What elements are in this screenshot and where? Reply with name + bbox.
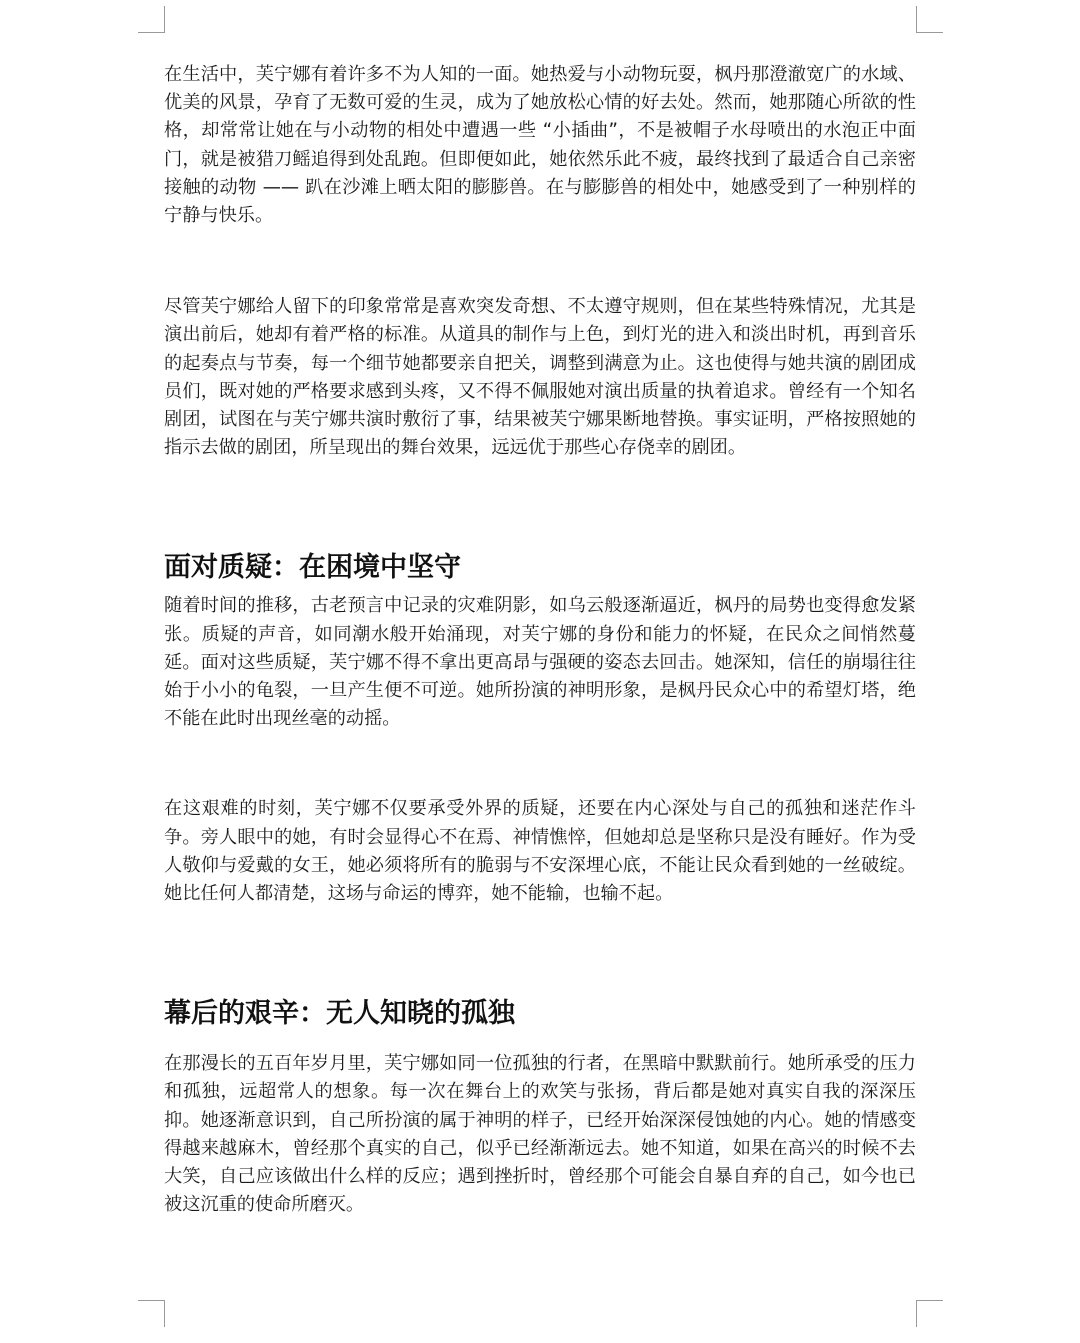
crop-mark-bottom-right [916,1300,943,1327]
crop-mark-bottom-left [138,1300,165,1327]
section-heading-facing-doubt: 面对质疑：在困境中坚守 [164,552,461,584]
paragraph-performance-standards: 尽管芙宁娜给人留下的印象常常是喜欢突发奇想、不太遵守规则，但在某些特殊情况，尤其是演出前后，她却有着严格的标准。从道具的制作与上色，到灯光的进入和淡出时机，再到音乐的起奏点与节奏，每一个细节她都要亲自把关，调整到满意为止。这也使得与她共演的剧团成员们，既对她的严格要求感到头疼，又不得不佩服她对演出质量的执着追求。曾经有一个知名剧团，试图在与芙宁娜共演时敷衍了事，结果被芙宁娜果断地替换。事实证明，严格按照她的指示去做的剧团，所呈现出的舞台效果，远远优于那些心存侥幸的剧团。 [164,296,916,459]
crop-mark-top-right [916,6,943,33]
crop-mark-top-left [138,6,165,33]
paragraph-daily-life: 在生活中，芙宁娜有着许多不为人知的一面。她热爱与小动物玩耍，枫丹那澄澈宽广的水域、优美的风景，孕育了无数可爱的生灵，成为了她放松心情的好去处。然而，她那随心所欲的性格，却常常让她在与小动物的相处中遭遇一些 “小插曲”，不是被帽子水母喷出的水泡正中面门，就是被猎刀鳐追得到处乱跑。但即便如此，她依然乐此不疲，最终找到了最适合自己亲密接触的动物 —— 趴在沙滩上晒太阳的膨膨兽。在与膨膨兽的相处中，她感受到了一种别样的宁静与快乐。 [164,64,916,227]
paragraph-inner-struggle: 在这艰难的时刻，芙宁娜不仅要承受外界的质疑，还要在内心深处与自己的孤独和迷茫作斗争。旁人眼中的她，有时会显得心不在焉、神情憔悴，但她却总是坚称只是没有睡好。作为受人敬仰与爱戴的女王，她必须将所有的脆弱与不安深埋心底，不能让民众看到她的一丝破绽。她比任何人都清楚，这场与命运的博弈，她不能输，也输不起。 [164,798,916,905]
section-heading-behind-scenes: 幕后的艰辛：无人知晓的孤独 [164,998,515,1030]
paragraph-five-hundred-years: 在那漫长的五百年岁月里，芙宁娜如同一位孤独的行者，在黑暗中默默前行。她所承受的压力和孤独，远超常人的想象。每一次在舞台上的欢笑与张扬，背后都是她对真实自我的深深压抑。她逐渐意识到，自己所扮演的属于神明的样子，已经开始深深侵蚀她的内心。她的情感变得越来越麻木，曾经那个真实的自己，似乎已经渐渐远去。她不知道，如果在高兴的时候不去大笑，自己应该做出什么样的反应；遇到挫折时，曾经那个可能会自暴自弃的自己，如今也已被这沉重的使命所磨灭。 [164,1053,916,1216]
paragraph-prophecy-doubts: 随着时间的推移，古老预言中记录的灾难阴影，如乌云般逐渐逼近，枫丹的局势也变得愈发紧张。质疑的声音，如同潮水般开始涌现，对芙宁娜的身份和能力的怀疑，在民众之间悄然蔓延。面对这些质疑，芙宁娜不得不拿出更高昂与强硬的姿态去回击。她深知，信任的崩塌往往始于小小的龟裂，一旦产生便不可逆。她所扮演的神明形象，是枫丹民众心中的希望灯塔，绝不能在此时出现丝毫的动摇。 [164,595,916,730]
document-body [164,61,916,1219]
